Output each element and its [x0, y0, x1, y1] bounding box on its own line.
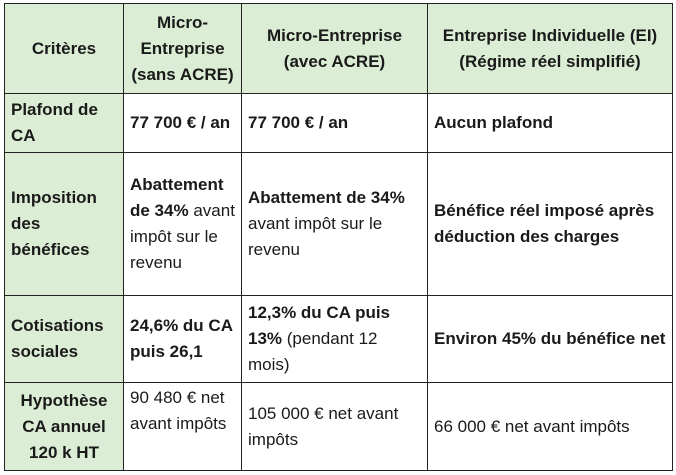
cell-imposition-avec-acre — [242, 153, 428, 296]
cell-cotisations-ei: Environ 45% du bénéfice net — [428, 296, 673, 383]
cell-plafond-sans-acre: 77 700 € / an — [124, 94, 242, 153]
row-label-hypothese: Hypothèse CA annuel 120 k HT — [5, 383, 124, 471]
cell-imposition-sans-acre — [124, 153, 242, 296]
cell-hypothese-ei: 66 000 € net avant impôts — [428, 383, 673, 471]
row-plafond — [5, 94, 673, 153]
row-label-plafond: Plafond de CA — [5, 94, 124, 153]
cell-plafond-avec-acre: 77 700 € / an — [242, 94, 428, 153]
row-label-cotisations: Cotisations sociales — [5, 296, 124, 383]
header-micro-avec-acre: Micro-Entreprise (avec ACRE) — [242, 4, 428, 94]
cell-imposition-ei: Bénéfice réel imposé après déduction des charges — [428, 153, 673, 296]
comparison-table — [4, 3, 673, 471]
cell-imposition-sans-acre-bold: Abattement de 34% — [130, 175, 224, 220]
header-entreprise-individuelle: Entreprise Individuelle (EI) (Régime réel simplifié) — [428, 4, 673, 94]
cell-cotisations-sans-acre: 24,6% du CA puis 26,1 — [124, 296, 242, 383]
row-imposition — [5, 153, 673, 296]
row-cotisations — [5, 296, 673, 383]
cell-plafond-ei: Aucun plafond — [428, 94, 673, 153]
cell-hypothese-avec-acre: 105 000 € net avant impôts — [242, 383, 428, 471]
cell-imposition-avec-acre-bold: Abattement de 34% — [248, 188, 405, 207]
row-label-imposition: Imposition des bénéfices — [5, 153, 124, 296]
header-row — [5, 4, 673, 94]
cell-imposition-avec-acre-rest: avant impôt sur le revenu — [248, 214, 383, 259]
header-criteres: Critères — [5, 4, 124, 94]
cell-cotisations-avec-acre-bold: 12,3% du CA puis 13% — [248, 303, 391, 348]
cell-imposition-sans-acre-rest: avant impôt sur le revenu — [130, 201, 235, 272]
cell-cotisations-avec-acre — [242, 296, 428, 383]
cell-cotisations-avec-acre-rest: (pendant 12 mois) — [248, 329, 378, 374]
cell-hypothese-sans-acre: 90 480 € net avant impôts — [124, 383, 242, 471]
row-hypothese — [5, 383, 673, 471]
header-micro-sans-acre: Micro-Entreprise (sans ACRE) — [124, 4, 242, 94]
